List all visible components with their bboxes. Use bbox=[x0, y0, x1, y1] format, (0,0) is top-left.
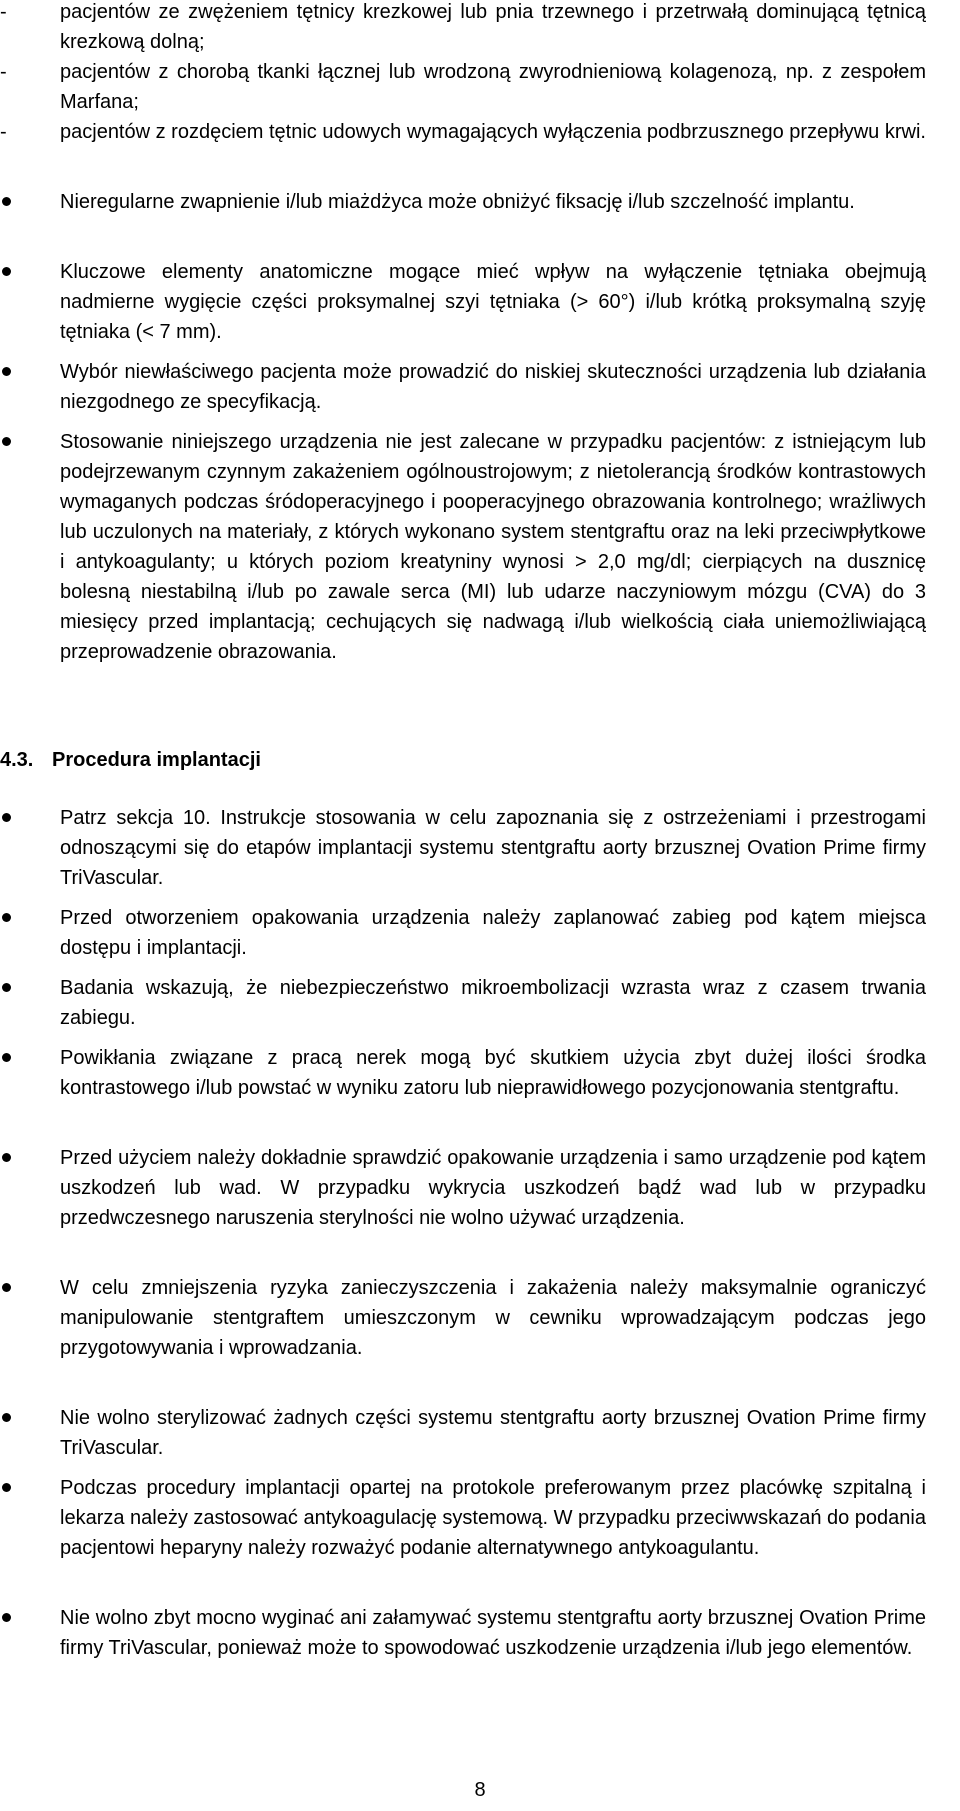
bullet-list-item bbox=[60, 1043, 926, 1103]
bullet-list-item bbox=[60, 1273, 926, 1363]
section-title: Procedura implantacji bbox=[52, 749, 261, 771]
bullet-item-text: Podczas procedury implantacji opartej na protokole preferowanym przez placówkę szpitalną i lekarza należy zastosować antykoagulację systemową. W przypadku przeciwwskazań do podania pacjentowi heparyny należy rozważyć podanie alternatywnego antykoagulantu. bbox=[60, 1477, 926, 1559]
bullet-list-item bbox=[60, 1473, 926, 1563]
page-number: 8 bbox=[474, 1779, 486, 1801]
bullet-list-item bbox=[60, 1143, 926, 1233]
bullet-item-text: Stosowanie niniejszego urządzenia nie jest zalecane w przypadku pacjentów: z istniejącym lub podejrzewanym czynnym zakażeniem ogólnoustrojowym; z nietolerancją środków kontrastowych wymaganych podczas śródoperacyjnego i pooperacyjnego obrazowania kontrolnego; wrażliwych lub uczulonych na materiały, z których wykonano system stentgraftu oraz na leki przeciwpłytkowe i antykoagulanty; u których poziom kreatyniny wynosi > 2,0 mg/dl; cierpiących na dusznicę bolesną niestabilną i/lub po zawale serca (MI) lub udarze naczyniowym mózgu (CVA) do 3 miesięcy przed implantacją; cechujących się nadwagą i/lub wielkością ciała uniemożliwiającą przeprowadzenie obrazowania. bbox=[60, 431, 926, 663]
section-heading bbox=[0, 745, 261, 775]
dash-marker: - bbox=[0, 1, 7, 23]
bullet-dot bbox=[2, 1153, 11, 1162]
dash-item-text: pacjentów ze zwężeniem tętnicy krezkowej lub pnia trzewnego i przetrwałą dominującą tętnicą krezkową dolną; bbox=[60, 1, 926, 53]
bullet-dot bbox=[2, 267, 11, 276]
bullet-dot bbox=[2, 1053, 11, 1062]
section-number: 4.3. bbox=[0, 749, 34, 771]
bullet-dot bbox=[2, 1283, 11, 1292]
dash-marker: - bbox=[0, 61, 7, 83]
bullet-item-text: Powikłania związane z pracą nerek mogą być skutkiem użycia zbyt dużej ilości środka kontrastowego i/lub powstać w wyniku zatoru lub nieprawidłowego pozycjonowania stentgraftu. bbox=[60, 1047, 926, 1099]
bullet-list-item bbox=[60, 903, 926, 963]
bullet-item-text: Przed otworzeniem opakowania urządzenia należy zaplanować zabieg pod kątem miejsca dostępu i implantacji. bbox=[60, 907, 926, 959]
dash-list-item bbox=[0, 0, 926, 57]
dash-marker: - bbox=[0, 121, 7, 143]
bullet-dot bbox=[2, 1483, 11, 1492]
bullet-list-item bbox=[60, 357, 926, 417]
bullet-item-text: Nie wolno zbyt mocno wyginać ani załamywać systemu stentgraftu aorty brzusznej Ovation Prime firmy TriVascular, ponieważ może to spowodować uszkodzenie urządzenia i/lub jego elementów. bbox=[60, 1607, 926, 1659]
bullet-item-text: Patrz sekcja 10. Instrukcje stosowania w celu zapoznania się z ostrzeżeniami i przestrogami odnoszącymi się do etapów implantacji systemu stentgraftu aorty brzusznej Ovation Prime firmy TriVascular. bbox=[60, 807, 926, 889]
bullet-dot bbox=[2, 983, 11, 992]
bullet-item-text: Nieregularne zwapnienie i/lub miażdżyca może obniżyć fiksację i/lub szczelność implantu. bbox=[60, 191, 855, 213]
bullet-list-item bbox=[60, 257, 926, 347]
dash-item-text: pacjentów z rozdęciem tętnic udowych wymagających wyłączenia podbrzusznego przepływu krwi. bbox=[60, 121, 926, 143]
bullet-dot bbox=[2, 197, 11, 206]
bullet-list-item bbox=[60, 1403, 926, 1463]
bullet-item-text: Przed użyciem należy dokładnie sprawdzić opakowanie urządzenia i samo urządzenie pod kątem uszkodzeń lub wad. W przypadku wykrycia uszkodzeń bądź wad lub w przypadku przedwczesnego naruszenia sterylności nie wolno używać urządzenia. bbox=[60, 1147, 926, 1229]
bullet-list-item bbox=[60, 187, 926, 217]
bullet-item-text: Kluczowe elementy anatomiczne mogące mieć wpływ na wyłączenie tętniaka obejmują nadmierne wygięcie części proksymalnej szyi tętniaka (> 60°) i/lub krótką proksymalną szyję tętniaka (< 7 mm). bbox=[60, 261, 926, 343]
dash-list-item bbox=[0, 57, 926, 117]
bullet-dot bbox=[2, 1413, 11, 1422]
bullet-dot bbox=[2, 913, 11, 922]
bullet-item-text: W celu zmniejszenia ryzyka zanieczyszczenia i zakażenia należy maksymalnie ograniczyć manipulowanie stentgraftem umieszczonym w cewniku wprowadzającym podczas jego przygotowywania i wprowadzania. bbox=[60, 1277, 926, 1359]
bullet-list-item bbox=[60, 973, 926, 1033]
bullet-list-item bbox=[60, 1603, 926, 1663]
bullet-dot bbox=[2, 367, 11, 376]
dash-list-item bbox=[0, 117, 926, 147]
bullet-item-text: Wybór niewłaściwego pacjenta może prowadzić do niskiej skuteczności urządzenia lub działania niezgodnego ze specyfikacją. bbox=[60, 361, 926, 413]
bullet-dot bbox=[2, 1613, 11, 1622]
bullet-list-item bbox=[60, 803, 926, 893]
bullet-dot bbox=[2, 813, 11, 822]
bullet-dot bbox=[2, 437, 11, 446]
bullet-item-text: Badania wskazują, że niebezpieczeństwo mikroembolizacji wzrasta wraz z czasem trwania zabiegu. bbox=[60, 977, 926, 1029]
bullet-list-item bbox=[60, 427, 926, 667]
bullet-item-text: Nie wolno sterylizować żadnych części systemu stentgraftu aorty brzusznej Ovation Prime firmy TriVascular. bbox=[60, 1407, 926, 1459]
dash-item-text: pacjentów z chorobą tkanki łącznej lub wrodzoną zwyrodnieniową kolagenozą, np. z zespołem Marfana; bbox=[60, 61, 926, 113]
